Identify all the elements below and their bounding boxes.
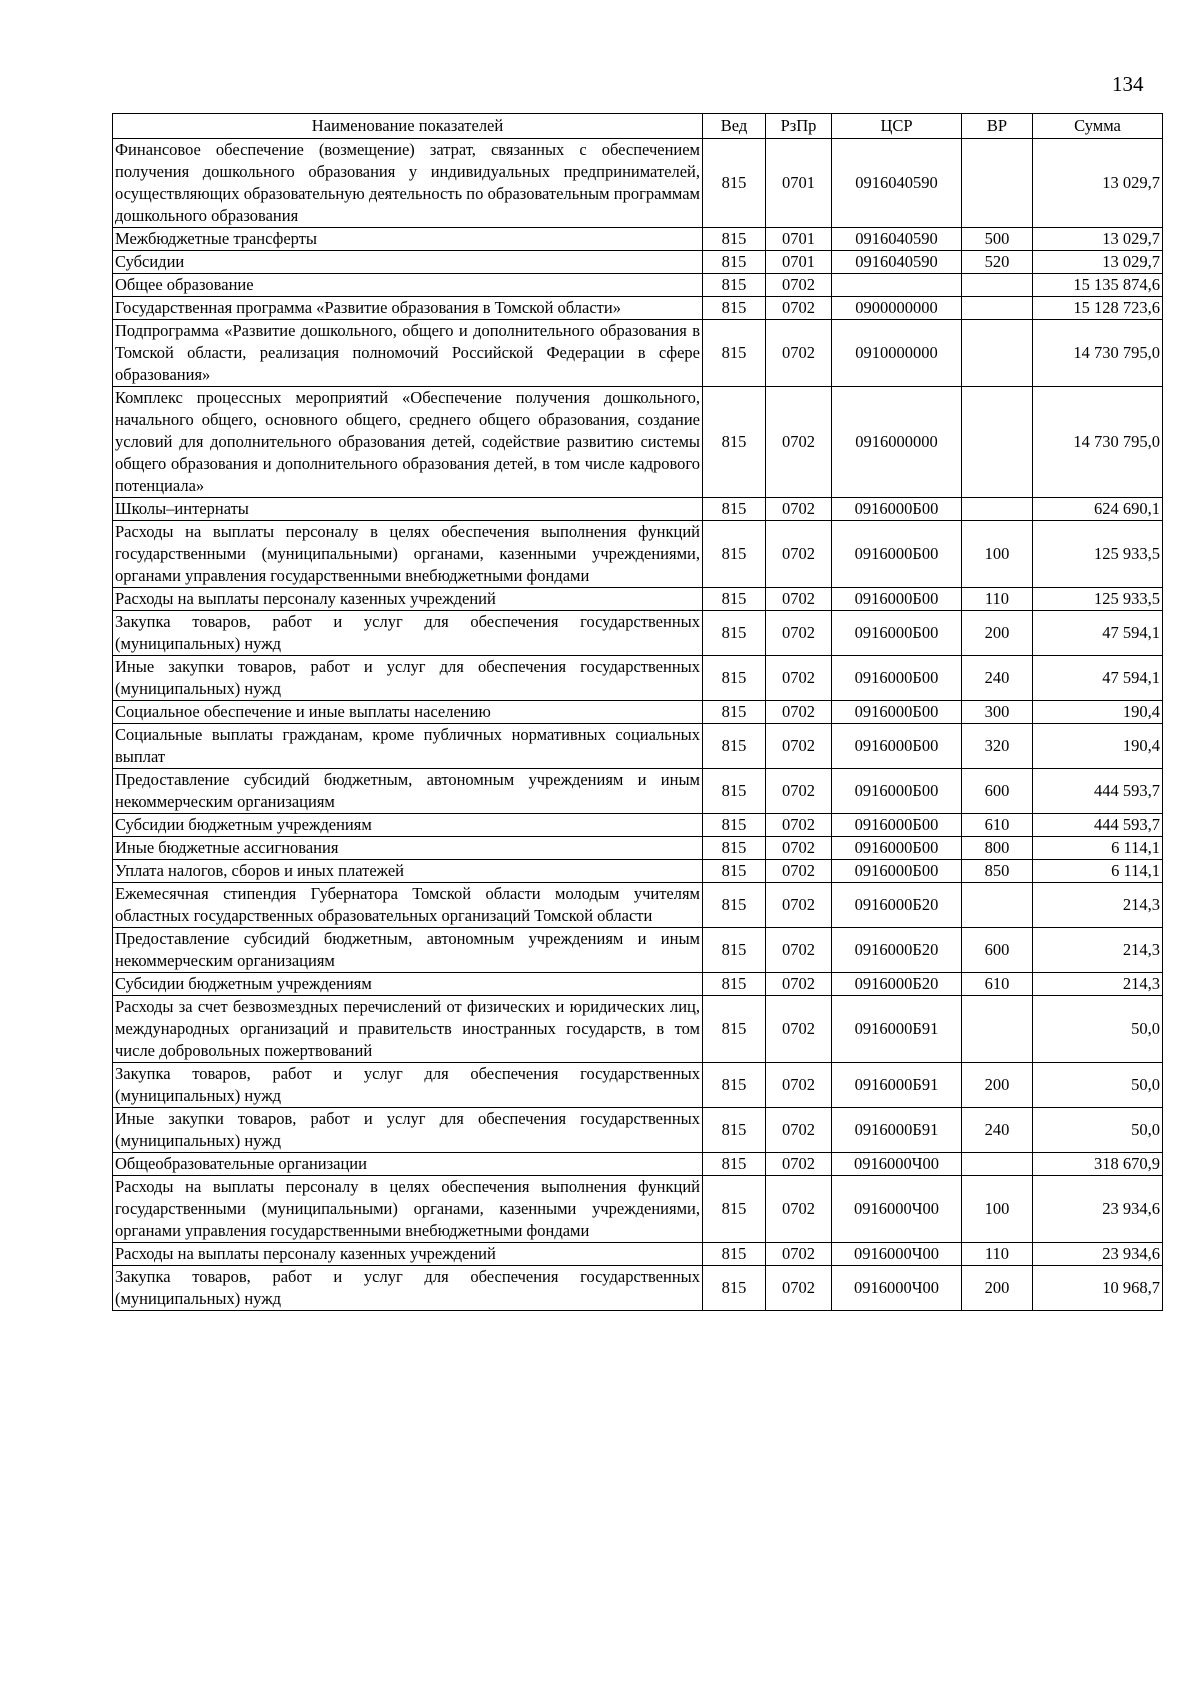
cell-sum: 444 593,7 <box>1033 814 1163 837</box>
table-row <box>113 724 1163 769</box>
cell-csr: 0916000Б20 <box>832 928 962 973</box>
cell-csr: 0916000Б00 <box>832 860 962 883</box>
cell-name: Расходы на выплаты персоналу казенных учреждений <box>113 588 703 611</box>
cell-csr: 0916000Ч00 <box>832 1243 962 1266</box>
cell-name: Расходы на выплаты персоналу в целях обеспечения выполнения функций государственными (муниципальными) органами, казенными учреждениями, органами управления государственными внебюджетными фондами <box>113 1176 703 1243</box>
cell-vr <box>962 996 1033 1063</box>
table-row <box>113 1153 1163 1176</box>
cell-csr: 0916000Б00 <box>832 656 962 701</box>
cell-sum: 50,0 <box>1033 1108 1163 1153</box>
cell-vr: 240 <box>962 1108 1033 1153</box>
table-row <box>113 228 1163 251</box>
cell-vr: 110 <box>962 588 1033 611</box>
cell-vr <box>962 883 1033 928</box>
cell-sum: 10 968,7 <box>1033 1266 1163 1311</box>
cell-sum: 6 114,1 <box>1033 860 1163 883</box>
cell-csr <box>832 274 962 297</box>
cell-sum: 47 594,1 <box>1033 656 1163 701</box>
table-row <box>113 1243 1163 1266</box>
table-row <box>113 996 1163 1063</box>
cell-vr: 320 <box>962 724 1033 769</box>
cell-vr: 200 <box>962 1063 1033 1108</box>
cell-rzpr: 0701 <box>766 139 832 228</box>
cell-rzpr: 0702 <box>766 973 832 996</box>
table-row <box>113 883 1163 928</box>
cell-vr <box>962 498 1033 521</box>
cell-rzpr: 0702 <box>766 1108 832 1153</box>
cell-name: Уплата налогов, сборов и иных платежей <box>113 860 703 883</box>
cell-name: Иные закупки товаров, работ и услуг для обеспечения государственных (муниципальных) нужд <box>113 656 703 701</box>
cell-csr: 0900000000 <box>832 297 962 320</box>
cell-rzpr: 0702 <box>766 814 832 837</box>
header-ved: Вед <box>703 114 766 139</box>
table-row <box>113 274 1163 297</box>
cell-ved: 815 <box>703 228 766 251</box>
cell-ved: 815 <box>703 769 766 814</box>
cell-rzpr: 0702 <box>766 1266 832 1311</box>
cell-ved: 815 <box>703 701 766 724</box>
table-row <box>113 1063 1163 1108</box>
cell-sum: 444 593,7 <box>1033 769 1163 814</box>
cell-ved: 815 <box>703 1063 766 1108</box>
cell-sum: 214,3 <box>1033 973 1163 996</box>
cell-name: Межбюджетные трансферты <box>113 228 703 251</box>
cell-rzpr: 0702 <box>766 996 832 1063</box>
cell-csr: 0916000000 <box>832 387 962 498</box>
cell-vr: 110 <box>962 1243 1033 1266</box>
cell-ved: 815 <box>703 387 766 498</box>
cell-vr <box>962 139 1033 228</box>
cell-csr: 0916000Б00 <box>832 521 962 588</box>
cell-sum: 125 933,5 <box>1033 521 1163 588</box>
cell-vr: 100 <box>962 521 1033 588</box>
cell-vr: 200 <box>962 1266 1033 1311</box>
cell-csr: 0916000Ч00 <box>832 1266 962 1311</box>
cell-vr: 600 <box>962 769 1033 814</box>
cell-csr: 0916000Б91 <box>832 996 962 1063</box>
cell-csr: 0916000Б00 <box>832 498 962 521</box>
table-row <box>113 251 1163 274</box>
cell-rzpr: 0702 <box>766 769 832 814</box>
cell-sum: 47 594,1 <box>1033 611 1163 656</box>
cell-ved: 815 <box>703 1243 766 1266</box>
cell-vr: 200 <box>962 611 1033 656</box>
cell-sum: 624 690,1 <box>1033 498 1163 521</box>
cell-rzpr: 0702 <box>766 387 832 498</box>
table-row <box>113 701 1163 724</box>
cell-ved: 815 <box>703 320 766 387</box>
cell-sum: 23 934,6 <box>1033 1243 1163 1266</box>
cell-csr: 0916040590 <box>832 251 962 274</box>
cell-vr <box>962 1153 1033 1176</box>
cell-csr: 0916040590 <box>832 228 962 251</box>
cell-sum: 214,3 <box>1033 883 1163 928</box>
cell-name: Субсидии бюджетным учреждениям <box>113 973 703 996</box>
table-row <box>113 769 1163 814</box>
cell-name: Расходы на выплаты персоналу казенных учреждений <box>113 1243 703 1266</box>
cell-ved: 815 <box>703 860 766 883</box>
cell-csr: 0916000Б00 <box>832 814 962 837</box>
table-row <box>113 1176 1163 1243</box>
cell-ved: 815 <box>703 611 766 656</box>
table-row <box>113 611 1163 656</box>
table-row <box>113 498 1163 521</box>
cell-name: Предоставление субсидий бюджетным, автономным учреждениям и иным некоммерческим организациям <box>113 769 703 814</box>
cell-ved: 815 <box>703 139 766 228</box>
table-body <box>113 139 1163 1311</box>
cell-ved: 815 <box>703 996 766 1063</box>
cell-sum: 14 730 795,0 <box>1033 320 1163 387</box>
cell-rzpr: 0702 <box>766 498 832 521</box>
cell-ved: 815 <box>703 883 766 928</box>
table-row <box>113 656 1163 701</box>
table-row <box>113 837 1163 860</box>
table-row <box>113 973 1163 996</box>
cell-name: Социальное обеспечение и иные выплаты населению <box>113 701 703 724</box>
cell-sum: 125 933,5 <box>1033 588 1163 611</box>
table-row <box>113 387 1163 498</box>
cell-rzpr: 0702 <box>766 1153 832 1176</box>
cell-vr: 300 <box>962 701 1033 724</box>
table-row <box>113 320 1163 387</box>
cell-sum: 13 029,7 <box>1033 251 1163 274</box>
cell-name: Школы–интернаты <box>113 498 703 521</box>
cell-ved: 815 <box>703 274 766 297</box>
cell-csr: 0916000Б20 <box>832 883 962 928</box>
cell-csr: 0910000000 <box>832 320 962 387</box>
cell-sum: 190,4 <box>1033 724 1163 769</box>
cell-ved: 815 <box>703 1153 766 1176</box>
cell-ved: 815 <box>703 1108 766 1153</box>
cell-sum: 50,0 <box>1033 1063 1163 1108</box>
cell-name: Финансовое обеспечение (возмещение) затрат, связанных с обеспечением получения дошкольного образования у индивидуальных предпринимателей, осуществляющих образовательную деятельность по образовательным программам дошкольного образования <box>113 139 703 228</box>
cell-name: Закупка товаров, работ и услуг для обеспечения государственных (муниципальных) нужд <box>113 1266 703 1311</box>
cell-csr: 0916000Ч00 <box>832 1153 962 1176</box>
cell-name: Общее образование <box>113 274 703 297</box>
cell-name: Субсидии <box>113 251 703 274</box>
table-row <box>113 1266 1163 1311</box>
cell-ved: 815 <box>703 973 766 996</box>
cell-vr: 600 <box>962 928 1033 973</box>
cell-vr: 800 <box>962 837 1033 860</box>
cell-name: Государственная программа «Развитие образования в Томской области» <box>113 297 703 320</box>
table-row <box>113 814 1163 837</box>
cell-csr: 0916000Ч00 <box>832 1176 962 1243</box>
cell-vr: 610 <box>962 814 1033 837</box>
page-number: 134 <box>1112 72 1144 96</box>
cell-name: Иные закупки товаров, работ и услуг для обеспечения государственных (муниципальных) нужд <box>113 1108 703 1153</box>
cell-rzpr: 0702 <box>766 724 832 769</box>
cell-name: Комплекс процессных мероприятий «Обеспечение получения дошкольного, начального общего, основного общего, среднего общего образования, создание условий для дополнительного образования детей, содействие развитию системы общего образования и дополнительного образования детей, в том числе кадрового потенциала» <box>113 387 703 498</box>
cell-rzpr: 0702 <box>766 588 832 611</box>
cell-csr: 0916000Б91 <box>832 1108 962 1153</box>
cell-rzpr: 0702 <box>766 320 832 387</box>
cell-rzpr: 0702 <box>766 928 832 973</box>
cell-name: Закупка товаров, работ и услуг для обеспечения государственных (муниципальных) нужд <box>113 1063 703 1108</box>
cell-sum: 23 934,6 <box>1033 1176 1163 1243</box>
cell-rzpr: 0702 <box>766 274 832 297</box>
table-header-row <box>113 114 1163 139</box>
cell-ved: 815 <box>703 1176 766 1243</box>
table-row <box>113 1108 1163 1153</box>
cell-ved: 815 <box>703 814 766 837</box>
cell-vr <box>962 320 1033 387</box>
cell-ved: 815 <box>703 656 766 701</box>
cell-ved: 815 <box>703 498 766 521</box>
cell-ved: 815 <box>703 251 766 274</box>
cell-csr: 0916000Б00 <box>832 701 962 724</box>
cell-ved: 815 <box>703 837 766 860</box>
cell-name: Расходы на выплаты персоналу в целях обеспечения выполнения функций государственными (муниципальными) органами, казенными учреждениями, органами управления государственными внебюджетными фондами <box>113 521 703 588</box>
cell-rzpr: 0702 <box>766 1176 832 1243</box>
cell-name: Социальные выплаты гражданам, кроме публичных нормативных социальных выплат <box>113 724 703 769</box>
cell-name: Ежемесячная стипендия Губернатора Томской области молодым учителям областных государственных образовательных организаций Томской области <box>113 883 703 928</box>
cell-vr <box>962 274 1033 297</box>
cell-csr: 0916000Б20 <box>832 973 962 996</box>
header-csr: ЦСР <box>832 114 962 139</box>
cell-rzpr: 0702 <box>766 1243 832 1266</box>
cell-sum: 15 128 723,6 <box>1033 297 1163 320</box>
cell-sum: 318 670,9 <box>1033 1153 1163 1176</box>
cell-sum: 13 029,7 <box>1033 228 1163 251</box>
table-row <box>113 139 1163 228</box>
cell-rzpr: 0702 <box>766 656 832 701</box>
cell-rzpr: 0702 <box>766 521 832 588</box>
cell-rzpr: 0701 <box>766 251 832 274</box>
cell-ved: 815 <box>703 588 766 611</box>
cell-csr: 0916000Б91 <box>832 1063 962 1108</box>
table-row <box>113 588 1163 611</box>
cell-name: Расходы за счет безвозмездных перечислений от физических и юридических лиц, международных организаций и правительств иностранных государств, в том числе добровольных пожертвований <box>113 996 703 1063</box>
cell-rzpr: 0702 <box>766 297 832 320</box>
cell-sum: 15 135 874,6 <box>1033 274 1163 297</box>
cell-name: Закупка товаров, работ и услуг для обеспечения государственных (муниципальных) нужд <box>113 611 703 656</box>
header-vr: ВР <box>962 114 1033 139</box>
cell-rzpr: 0702 <box>766 611 832 656</box>
budget-table <box>112 113 1163 1311</box>
cell-vr: 610 <box>962 973 1033 996</box>
cell-sum: 14 730 795,0 <box>1033 387 1163 498</box>
cell-name: Предоставление субсидий бюджетным, автономным учреждениям и иным некоммерческим организациям <box>113 928 703 973</box>
cell-vr: 100 <box>962 1176 1033 1243</box>
header-rzpr: РзПр <box>766 114 832 139</box>
cell-name: Иные бюджетные ассигнования <box>113 837 703 860</box>
cell-ved: 815 <box>703 297 766 320</box>
cell-csr: 0916000Б00 <box>832 588 962 611</box>
cell-sum: 214,3 <box>1033 928 1163 973</box>
cell-csr: 0916000Б00 <box>832 724 962 769</box>
cell-vr: 520 <box>962 251 1033 274</box>
header-sum: Сумма <box>1033 114 1163 139</box>
cell-vr <box>962 297 1033 320</box>
cell-sum: 50,0 <box>1033 996 1163 1063</box>
cell-vr: 850 <box>962 860 1033 883</box>
table-row <box>113 928 1163 973</box>
cell-rzpr: 0702 <box>766 860 832 883</box>
cell-sum: 190,4 <box>1033 701 1163 724</box>
cell-rzpr: 0701 <box>766 228 832 251</box>
cell-name: Общеобразовательные организации <box>113 1153 703 1176</box>
header-name: Наименование показателей <box>113 114 703 139</box>
cell-vr <box>962 387 1033 498</box>
cell-rzpr: 0702 <box>766 883 832 928</box>
table-row <box>113 860 1163 883</box>
cell-sum: 6 114,1 <box>1033 837 1163 860</box>
cell-rzpr: 0702 <box>766 837 832 860</box>
table-row <box>113 297 1163 320</box>
cell-ved: 815 <box>703 928 766 973</box>
cell-csr: 0916040590 <box>832 139 962 228</box>
cell-csr: 0916000Б00 <box>832 611 962 656</box>
cell-name: Субсидии бюджетным учреждениям <box>113 814 703 837</box>
table-row <box>113 521 1163 588</box>
cell-ved: 815 <box>703 521 766 588</box>
cell-csr: 0916000Б00 <box>832 837 962 860</box>
cell-sum: 13 029,7 <box>1033 139 1163 228</box>
cell-ved: 815 <box>703 1266 766 1311</box>
cell-vr: 500 <box>962 228 1033 251</box>
cell-rzpr: 0702 <box>766 701 832 724</box>
cell-vr: 240 <box>962 656 1033 701</box>
cell-csr: 0916000Б00 <box>832 769 962 814</box>
cell-rzpr: 0702 <box>766 1063 832 1108</box>
cell-name: Подпрограмма «Развитие дошкольного, общего и дополнительного образования в Томской области, реализация полномочий Российской Федерации в сфере образования» <box>113 320 703 387</box>
cell-ved: 815 <box>703 724 766 769</box>
